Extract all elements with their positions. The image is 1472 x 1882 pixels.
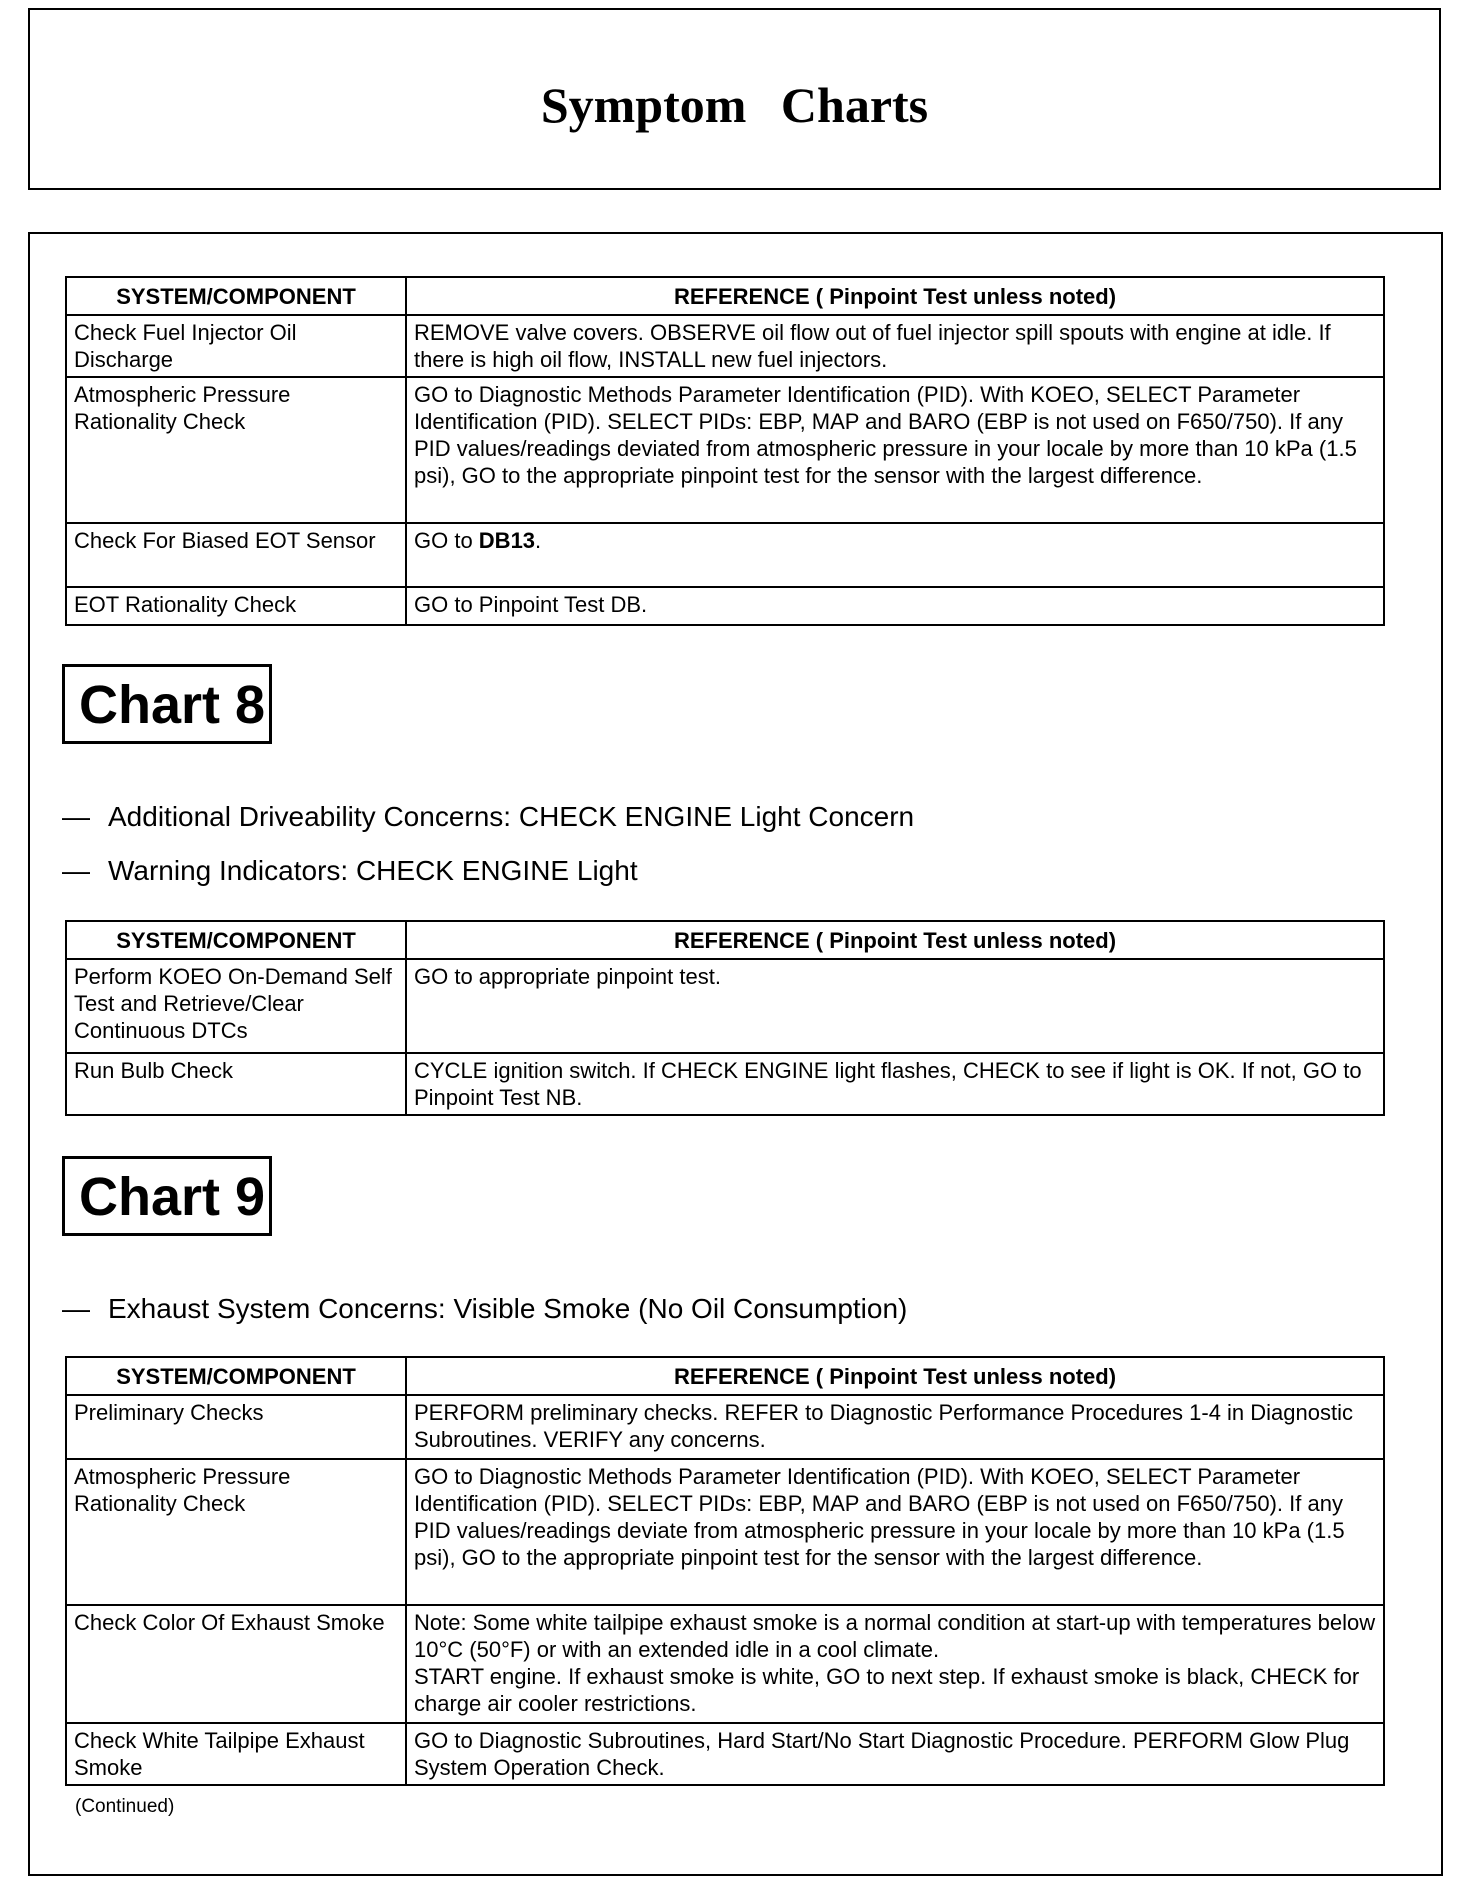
table-row bbox=[66, 1053, 1384, 1115]
reference-text: . bbox=[535, 528, 542, 553]
table-row bbox=[66, 959, 1384, 1053]
component-cell: Check White Tailpipe Exhaust Smoke bbox=[66, 1723, 406, 1785]
reference-text: START engine. If exhaust smoke is white, GO to next step. If exhaust smoke is black, CHECK for charge air cooler restrictions. bbox=[414, 1664, 1360, 1716]
reference-cell: CYCLE ignition switch. If CHECK ENGINE light flashes, CHECK to see if light is OK. If not, GO to Pinpoint Test NB. bbox=[406, 1053, 1384, 1115]
column-header-reference: REFERENCE ( Pinpoint Test unless noted) bbox=[406, 921, 1384, 959]
table-row bbox=[66, 587, 1384, 625]
page-title: Symptom Charts bbox=[540, 77, 929, 133]
component-cell: Run Bulb Check bbox=[66, 1053, 406, 1115]
reference-note: Note: Some white tailpipe exhaust smoke is a normal condition at start-up with temperatures below 10°C (50°F) or with an extended idle in a cool climate. bbox=[414, 1610, 1376, 1662]
symptom-table-1 bbox=[65, 276, 1385, 626]
component-cell: Atmospheric Pressure Rationality Check bbox=[66, 377, 406, 523]
symptom-table-chart-9 bbox=[65, 1356, 1385, 1786]
table-header-row bbox=[66, 921, 1384, 959]
component-cell: EOT Rationality Check bbox=[66, 587, 406, 625]
bullet-text: Additional Driveability Concerns: CHECK ENGINE Light Concern bbox=[108, 801, 915, 832]
reference-cell: GO to Diagnostic Subroutines, Hard Start/No Start Diagnostic Procedure. PERFORM Glow Plug System Operation Check. bbox=[406, 1723, 1384, 1785]
reference-cell: PERFORM preliminary checks. REFER to Diagnostic Performance Procedures 1-4 in Diagnostic Subroutines. VERIFY any concerns. bbox=[406, 1395, 1384, 1459]
reference-cell: GO to Diagnostic Methods Parameter Identification (PID). With KOEO, SELECT Parameter Identification (PID). SELECT PIDs: EBP, MAP and BARO (EBP is not used on F650/750). If any PID values/readings deviate from atmospheric pressure in your locale by more than 10 kPa (1.5 psi), GO to the appropriate pinpoint test for the sensor with the largest difference. bbox=[406, 1459, 1384, 1605]
chart-8-label: Chart 8 bbox=[79, 675, 266, 735]
column-header-reference: REFERENCE ( Pinpoint Test unless noted) bbox=[406, 1357, 1384, 1395]
table-row bbox=[66, 1723, 1384, 1785]
table-row bbox=[66, 1459, 1384, 1605]
column-header-system: SYSTEM/COMPONENT bbox=[66, 1357, 406, 1395]
component-cell: Check Color Of Exhaust Smoke bbox=[66, 1605, 406, 1723]
reference-cell: REMOVE valve covers. OBSERVE oil flow out of fuel injector spill spouts with engine at idle. If there is high oil flow, INSTALL new fuel injectors. bbox=[406, 315, 1384, 377]
column-header-system: SYSTEM/COMPONENT bbox=[66, 277, 406, 315]
reference-cell: GO to appropriate pinpoint test. bbox=[406, 959, 1384, 1053]
component-cell: Atmospheric Pressure Rationality Check bbox=[66, 1459, 406, 1605]
pinpoint-test-code: DB13 bbox=[478, 528, 536, 553]
table-row bbox=[66, 1605, 1384, 1723]
column-header-reference: REFERENCE ( Pinpoint Test unless noted) bbox=[406, 277, 1384, 315]
title-box bbox=[28, 8, 1441, 190]
chart-8-bullet bbox=[62, 800, 914, 834]
chart-8-bullet bbox=[62, 854, 638, 888]
component-cell: Check Fuel Injector Oil Discharge bbox=[66, 315, 406, 377]
dash-icon: — bbox=[62, 1293, 90, 1324]
bullet-text: Exhaust System Concerns: Visible Smoke (No Oil Consumption) bbox=[108, 1293, 908, 1324]
chart-9-label: Chart 9 bbox=[79, 1167, 266, 1227]
continued-note: (Continued) bbox=[75, 1796, 175, 1817]
chart-9-bullet bbox=[62, 1292, 907, 1326]
table-row bbox=[66, 315, 1384, 377]
reference-cell bbox=[406, 1605, 1384, 1723]
symptom-table-chart-8 bbox=[65, 920, 1385, 1116]
table-header-row bbox=[66, 1357, 1384, 1395]
bullet-text: Warning Indicators: CHECK ENGINE Light bbox=[108, 855, 638, 886]
reference-cell bbox=[406, 523, 1384, 587]
reference-cell: GO to Diagnostic Methods Parameter Identification (PID). With KOEO, SELECT Parameter Identification (PID). SELECT PIDs: EBP, MAP and BARO (EBP is not used on F650/750). If any PID values/readings deviated from atmospheric pressure in your locale by more than 10 kPa (1.5 psi), GO to the appropriate pinpoint test for the sensor with the largest difference. bbox=[406, 377, 1384, 523]
column-header-system: SYSTEM/COMPONENT bbox=[66, 921, 406, 959]
reference-cell: GO to Pinpoint Test DB. bbox=[406, 587, 1384, 625]
component-cell: Check For Biased EOT Sensor bbox=[66, 523, 406, 587]
table-row bbox=[66, 377, 1384, 523]
dash-icon: — bbox=[62, 855, 90, 886]
table-row bbox=[66, 1395, 1384, 1459]
dash-icon: — bbox=[62, 801, 90, 832]
chart-9-heading-box bbox=[62, 1156, 272, 1236]
table-row bbox=[66, 523, 1384, 587]
chart-8-heading-box bbox=[62, 664, 272, 744]
table-header-row bbox=[66, 277, 1384, 315]
component-cell: Perform KOEO On-Demand Self Test and Retrieve/Clear Continuous DTCs bbox=[66, 959, 406, 1053]
reference-text: GO to bbox=[414, 528, 479, 553]
component-cell: Preliminary Checks bbox=[66, 1395, 406, 1459]
